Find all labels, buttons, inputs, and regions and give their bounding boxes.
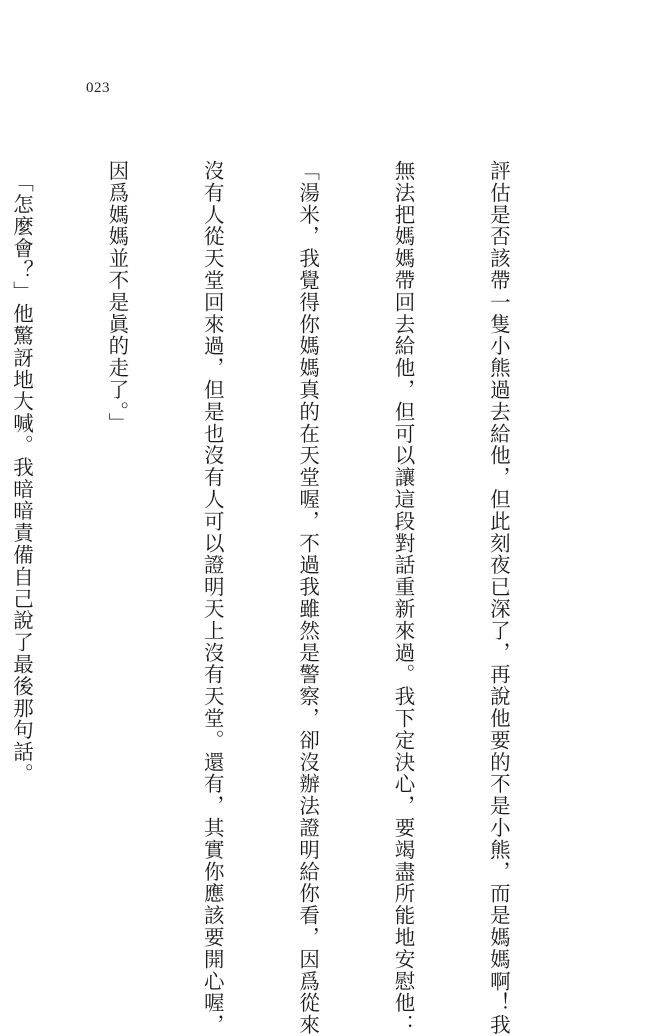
text-line: 沒有人從天堂回來過，但是也沒有人可以證明天上沒有天堂。還有，其實你應該要開心喔， xyxy=(200,160,225,1036)
text-line: 評估是否該帶一隻小熊過去給他，但此刻夜已深了，再說他要的不是小熊，而是媽媽啊！我 xyxy=(486,160,511,1036)
text-line: 因爲媽媽並不是眞的走了。」 xyxy=(104,160,129,435)
body-text xyxy=(0,160,577,1036)
text-line: 「怎麼會？」他驚訝地大喊。我暗暗責備自己說了最後那句話。 xyxy=(9,160,34,785)
text-line: 「湯米，我覺得你媽媽真的在天堂喔，不過我雖然是警察，卻沒辦法證明給你看，因爲從來 xyxy=(295,160,320,1036)
page-number: 023 xyxy=(86,80,110,96)
text-line: 無法把媽媽帶回去給他，但可以讓這段對話重新來過。我下定決心，要竭盡所能地安慰他： xyxy=(391,160,416,1036)
